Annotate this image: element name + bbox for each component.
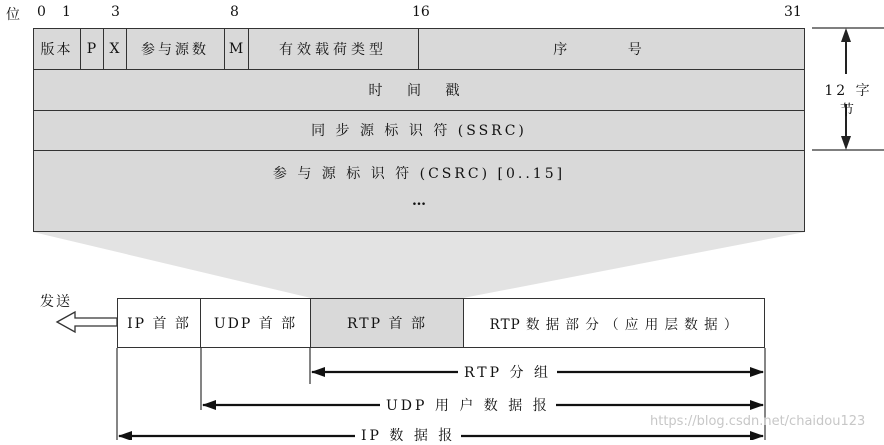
span-udp-arrowhead-left xyxy=(202,400,216,410)
bit-tick-8: 8 xyxy=(230,4,239,20)
field-timestamp: 时 间 戳 xyxy=(368,82,470,99)
bit-tick-3: 3 xyxy=(111,4,120,20)
bit-tick-16: 16 xyxy=(412,4,430,20)
span-ip-label: IP 数 据 报 xyxy=(355,425,461,445)
packet-rtp-header: RTP 首 部 xyxy=(310,298,464,348)
packet-udp-header: UDP 首 部 xyxy=(200,298,311,348)
send-arrow-icon xyxy=(57,312,117,332)
bit-position-label: 位 xyxy=(6,7,20,23)
span-rtp-label: RTP 分 组 xyxy=(458,362,557,382)
size-arrowhead-up xyxy=(841,28,851,42)
span-ip-arrowhead-left xyxy=(118,431,132,440)
watermark-url: https://blog.csdn.net/chaidou123 xyxy=(650,414,866,429)
span-udp-label: UDP 用 户 数 据 报 xyxy=(380,395,556,415)
span-rtp-arrowhead-right xyxy=(750,367,764,377)
expansion-funnel xyxy=(33,232,805,298)
row-divider-3 xyxy=(33,150,805,151)
size-note-label: 12 字 节 xyxy=(813,80,884,100)
size-arrowhead-down xyxy=(841,136,851,150)
span-ip-arrowhead-right xyxy=(750,431,764,440)
field-padding: P xyxy=(86,40,97,57)
field-sequence-number: 序 号 xyxy=(553,41,670,58)
field-marker: M xyxy=(228,40,244,57)
field-payload-type: 有效载荷类型 xyxy=(279,41,387,58)
span-rtp-arrowhead-left xyxy=(311,367,325,377)
packet-rtp-data: RTP 数 据 部 分 （ 应 用 层 数 据 ） xyxy=(463,298,765,348)
field-csrc-count: 参与源数 xyxy=(141,41,209,58)
field-extension: X xyxy=(109,40,120,57)
bit-tick-1: 1 xyxy=(62,4,71,20)
bit-tick-31: 31 xyxy=(784,4,802,20)
field-ssrc: 同 步 源 标 识 符 (SSRC) xyxy=(311,123,527,139)
bit-tick-0: 0 xyxy=(37,4,46,20)
span-udp-arrowhead-right xyxy=(750,400,764,410)
field-version: 版本 xyxy=(40,41,73,58)
field-csrc: 参 与 源 标 识 符 (CSRC) [0..15] xyxy=(272,166,566,182)
field-csrc-ellipsis: … xyxy=(412,193,426,209)
send-label: 发送 xyxy=(40,294,72,310)
packet-ip-header: IP 首 部 xyxy=(117,298,201,348)
